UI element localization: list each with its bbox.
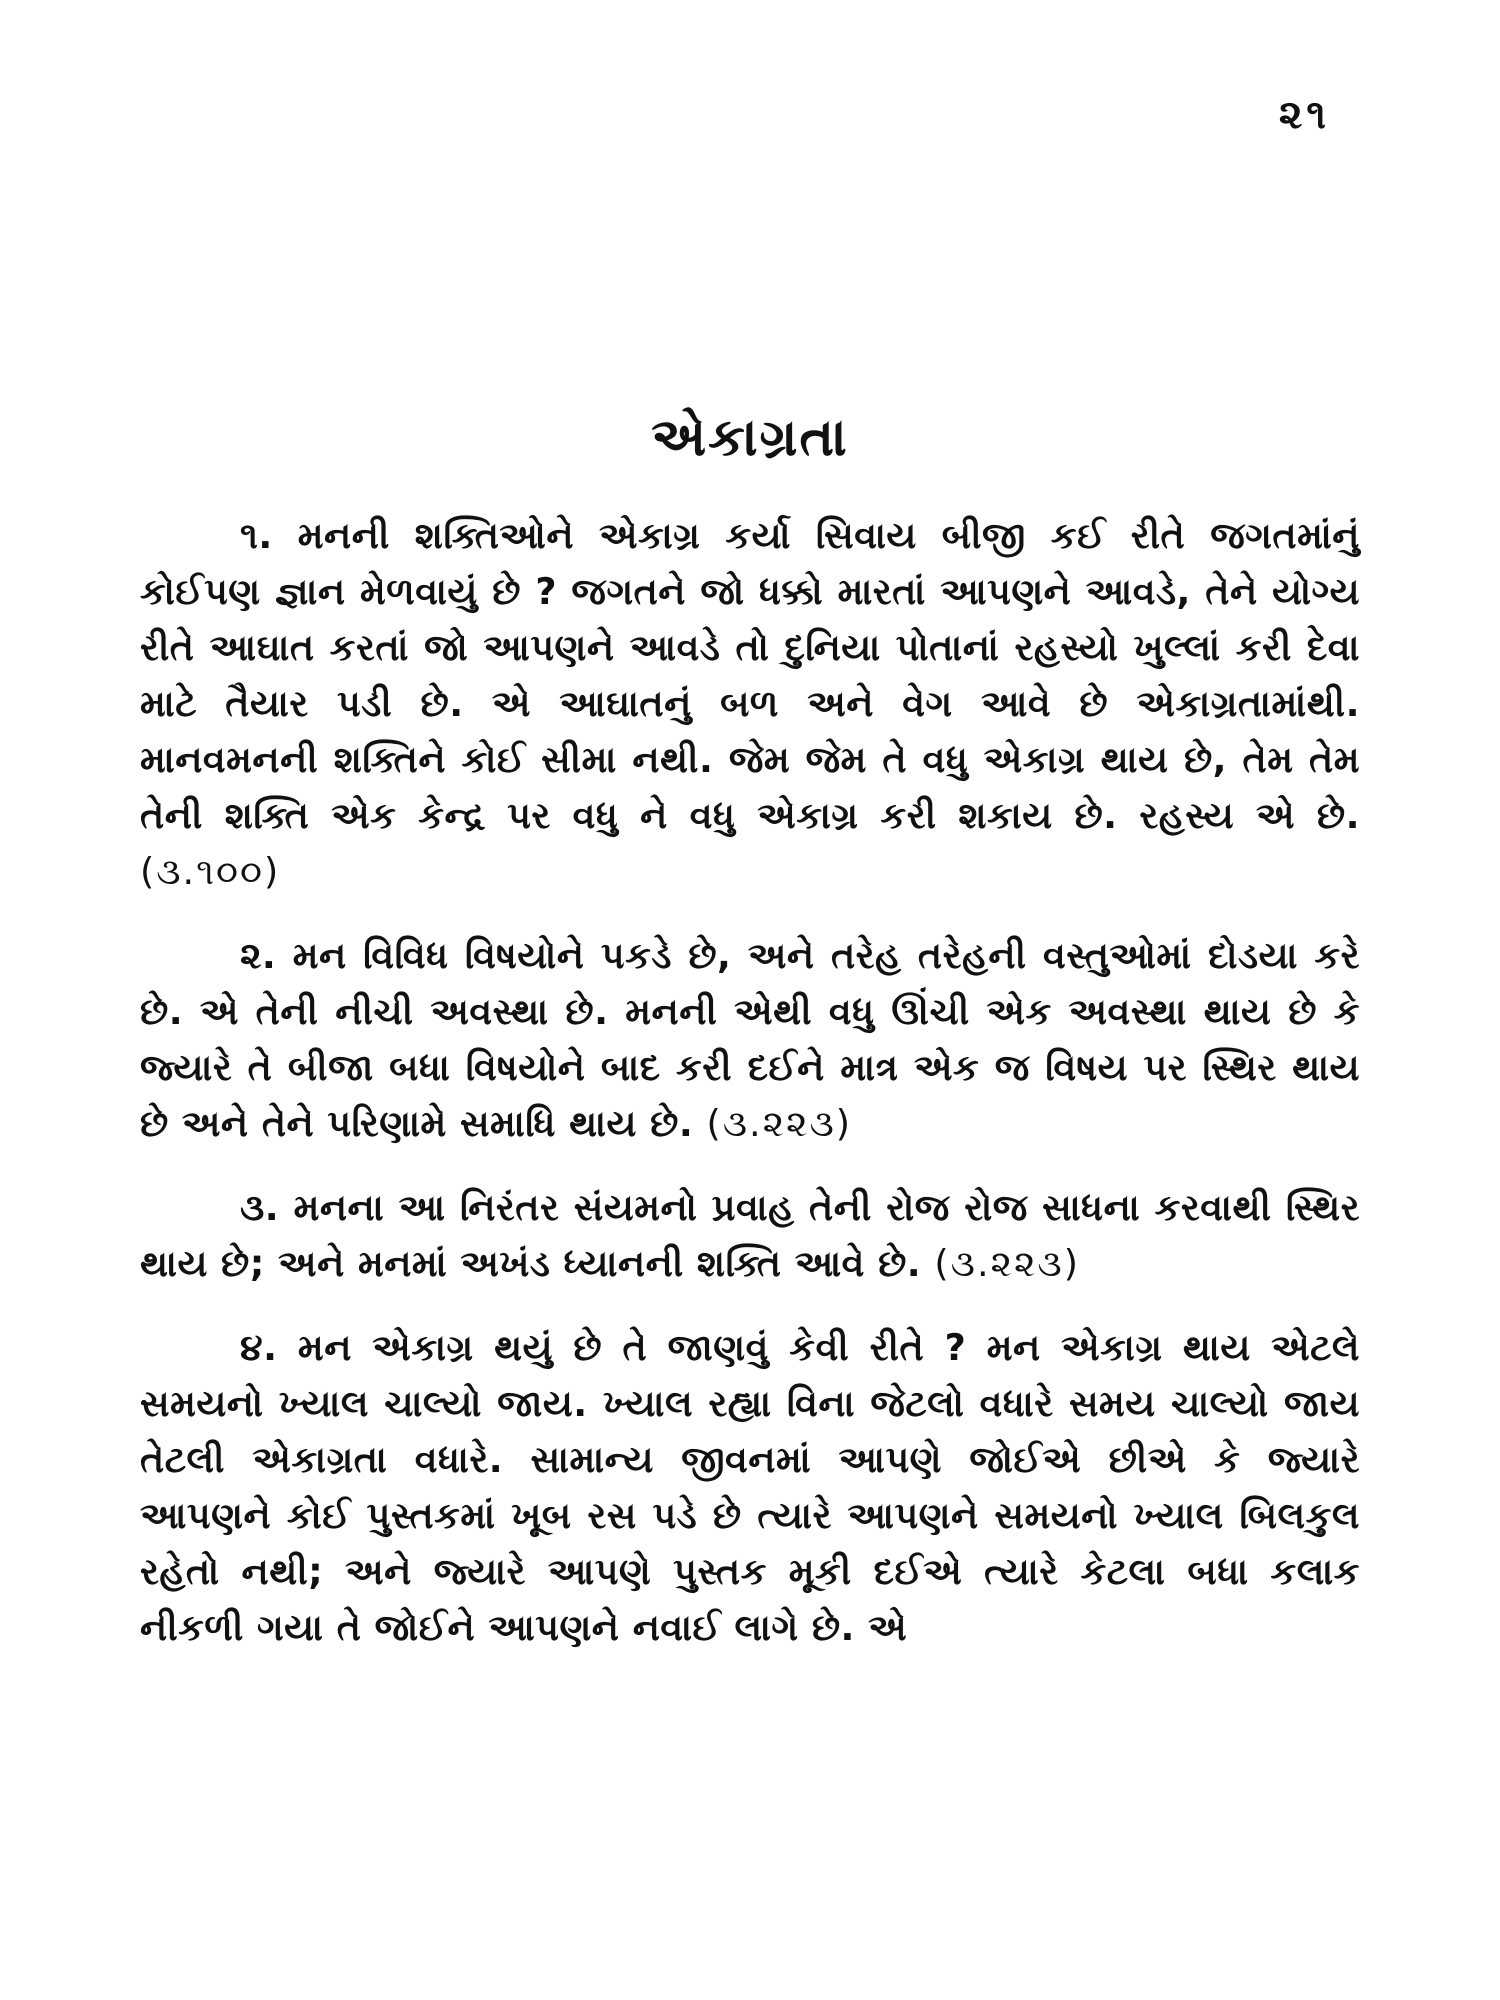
paragraph-text: ૧. મનની શક્તિઓને એકાગ્ર કર્યા સિવાય બીજી કઈ રીતે જગતમાંનું કોઈપણ જ્ઞાન મેળવાયું છે ? જગતને જો ધક્કો મારતાં આપણને આવડે, તેને યોગ્ય રીતે આઘાત કરતાં જો આપણને આવડે તો દુનિયા પોતાનાં રહસ્યો ખુલ્લાં કરી દેવા માટે તૈયાર પડી છે. એ આઘાતનું બળ અને વેગ આવે છે એકાગ્રતામાંથી. માનવમનની શક્તિને કોઈ સીમા નથી. જેમ જેમ તે વધુ એકાગ્ર થાય છે, તેમ તેમ તેની શક્તિ એક કેન્દ્ર પર વધુ ને વધુ એકાગ્ર કરી શકાય છે. રહસ્ય એ છે.: [140, 514, 1360, 837]
paragraph-text: ૪. મન એકાગ્ર થયું છે તે જાણવું કેવી રીતે ? મન એકાગ્ર થાય એટલે સમયનો ખ્યાલ ચાલ્યો જાય. ખ્યાલ રહ્યા વિના જેટલો વધારે સમય ચાલ્યો જાય તેટલી એકાગ્રતા વધારે. સામાન્ય જીવનમાં આપણે જોઈએ છીએ કે જ્યારે આપણને કોઈ પુસ્તકમાં ખૂબ રસ પડે છે ત્યારે આપણને સમયનો ખ્યાલ બિલકુલ રહેતો નથી; અને જ્યારે આપણે પુસ્તક મૂકી દઈએ ત્યારે કેટલા બધા કલાક નીકળી ગયા તે જોઈને આપણને નવાઈ લાગે છે. એ: [140, 1326, 1360, 1649]
reference-citation: (૩.૧૦૦): [140, 850, 281, 893]
paragraph-text: ૨. મન વિવિધ વિષયોને પકડે છે, અને તરેહ તરેહની વસ્તુઓમાં દોડયા કરે છે. એ તેની નીચી અવસ્થા છે. મનની એથી વધુ ઊંચી એક અવસ્થા થાય છે કે જ્યારે તે બીજા બધા વિષયોને બાદ કરી દઈને માત્ર એક જ વિષય પર સ્થિર થાય છે અને તેને પરિણામે સમાધિ થાય છે.: [140, 934, 1360, 1145]
reference-citation: (૩.૨૨૩): [706, 1102, 853, 1145]
reference-citation: (૩.૨૨૩): [934, 1242, 1080, 1285]
paragraph-2: [140, 928, 1360, 1152]
paragraph-1: [140, 508, 1360, 900]
paragraph-4: [140, 1320, 1360, 1656]
page-number: ૨૧: [1278, 92, 1330, 138]
body-text: [140, 508, 1360, 1684]
paragraph-text: ૩. મનના આ નિરંતર સંયમનો પ્રવાહ તેની રોજ રોજ સાધના કરવાથી સ્થિર થાય છે; અને મનમાં અખંડ ધ્યાનની શક્તિ આવે છે.: [140, 1186, 1360, 1285]
chapter-title: એકાગ્રતા: [651, 408, 849, 468]
paragraph-3: [140, 1180, 1360, 1292]
